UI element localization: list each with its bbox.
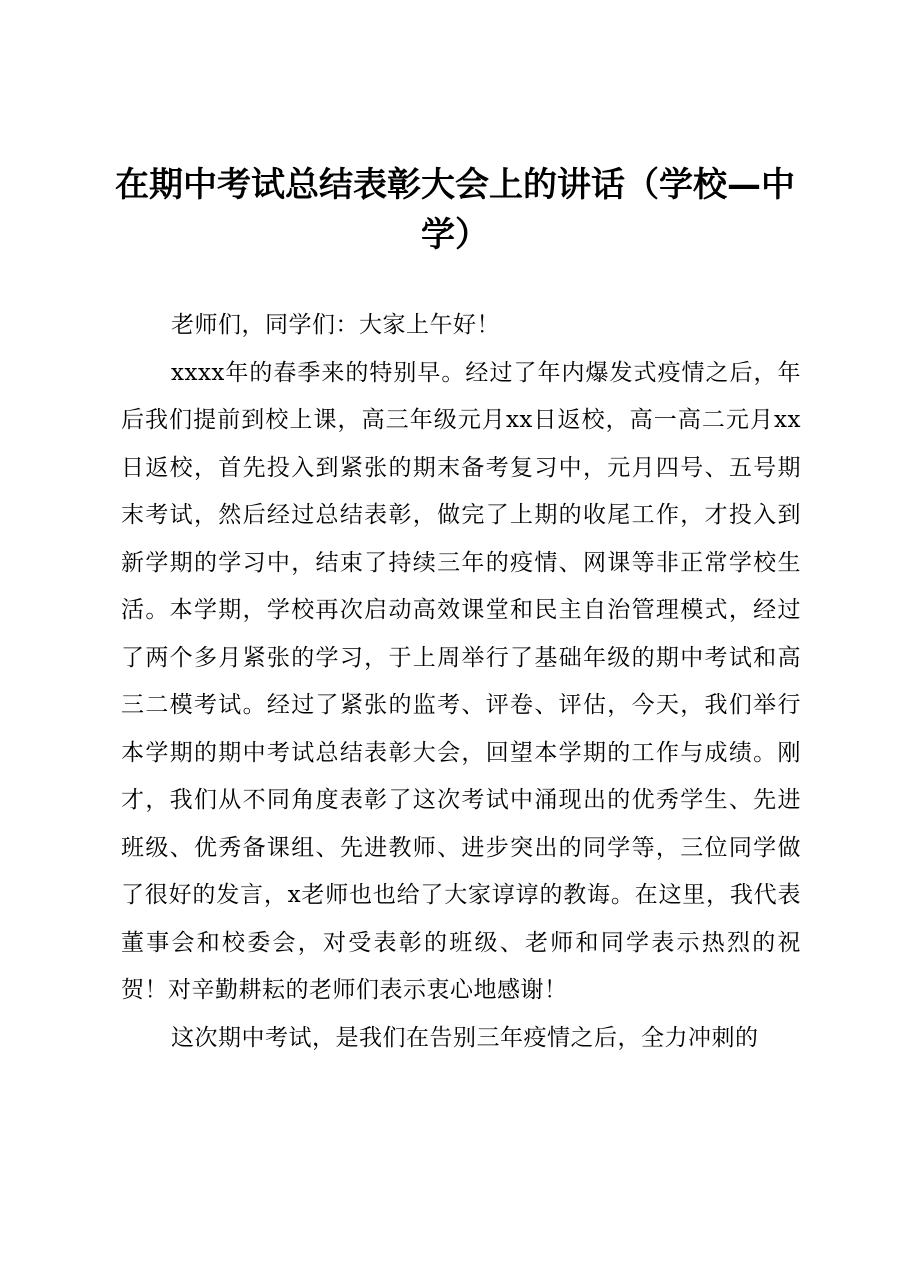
paragraph-exam: 这次期中考试，是我们在告别三年疫情之后，全力冲刺的 bbox=[171, 1024, 759, 1051]
paragraph-review: xxxx年的春季来的特别早。经过了年内爆发式疫情之后，年后我们提前到校上课，高三年级元月xx日返校，高一高二元月xx日返校，首先投入到紧张的期末备考复习中，元月四号、五号期末考试，然后经过总结表彰，做完了上期的收尾工作，才投入到新学期的学习中，结束了持续三年的疫情、网课等非正常学校生活。本学期，学校再次启动高效课堂和民主自治管理模式，经过了两个多月紧张的学习，于上周举行了基础年级的期中考试和高三二模考试。经过了紧张的监考、评卷、评估，今天，我们举行本学期的期中考试总结表彰大会，回望本学期的工作与成绩。刚才，我们从不同角度表彰了这次考试中涌现出的优秀学生、先进班级、优秀备课组、先进教师、进步突出的同学等，三位同学做了很好的发言，x老师也也给了大家谆谆的教诲。在这里，我代表董事会和校委会，对受表彰的班级、老师和同学表示热烈的祝贺！对辛勤耕耘的老师们表示衷心地感谢！ bbox=[121, 359, 801, 1003]
paragraph-greeting: 老师们，同学们：大家上午好！ bbox=[171, 312, 500, 338]
document-body bbox=[121, 302, 801, 1062]
document-title: 在期中考试总结表彰大会上的讲话（学校—中学） bbox=[115, 165, 795, 255]
